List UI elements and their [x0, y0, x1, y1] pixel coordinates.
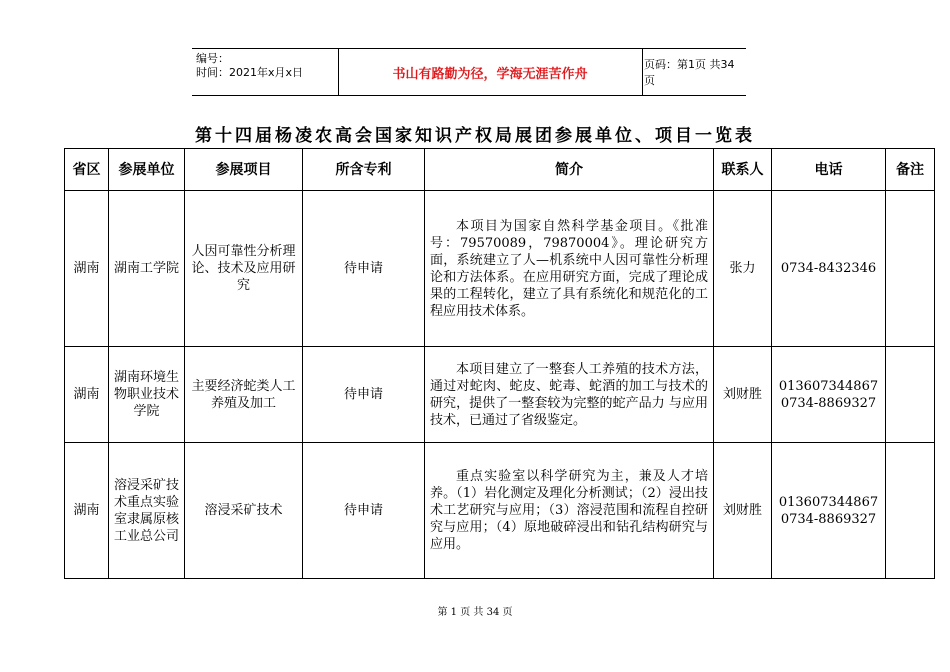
cell-contact: 刘财胜	[714, 443, 772, 579]
table-row	[65, 443, 935, 579]
document-header	[192, 48, 746, 96]
cell-patent: 待申请	[303, 347, 425, 443]
page-title: 第十四届杨凌农高会国家知识产权局展团参展单位、项目一览表	[195, 126, 755, 146]
cell-note	[886, 347, 935, 443]
page-footer: 第 1 页 共 34 页	[437, 607, 513, 618]
cell-phone: 0734-8432346	[772, 191, 886, 347]
table-row	[65, 191, 935, 347]
cell-unit: 湖南工学院	[109, 191, 185, 347]
cell-note	[886, 191, 935, 347]
header-meta	[196, 52, 303, 80]
cell-province: 湖南	[65, 191, 109, 347]
cell-phone: 013607344867 0734-8869327	[772, 443, 886, 579]
header-divider	[642, 49, 643, 95]
cell-contact: 张力	[714, 191, 772, 347]
cell-intro: 重点实验室以科学研究为主，兼及人才培养。（1）岩化测定及理化分析测试；（2）浸出技术工艺研究与应用；（3）溶浸范围和流程自控研究与应用；（4）原地破碎浸出和钻孔结构研究与应用。	[425, 443, 714, 579]
header-unit: 参展单位	[109, 149, 185, 191]
header-contact: 联系人	[714, 149, 772, 191]
time-label: 时间：2021年x月x日	[196, 66, 304, 79]
header-page-info: 页码：第1页 共34页	[644, 58, 735, 87]
cell-contact: 刘财胜	[714, 347, 772, 443]
cell-project: 人因可靠性分析理论、技术及应用研究	[185, 191, 303, 347]
header-province: 省区	[65, 149, 109, 191]
cell-intro: 本项目为国家自然科学基金项目。《批准号：79570089，79870004》。理论研究方面，系统建立了人—机系统中人因可靠性分析理论和方法体系。在应用研究方面，完成了理论成果的工程转化，建立了具有系统化和规范化的工程应用技术体系。	[425, 191, 714, 347]
cell-intro: 本项目建立了一整套人工养殖的技术方法，通过对蛇肉、蛇皮、蛇毒、蛇酒的加工与技术的研究，提供了一整套较为完整的蛇产品力 与应用技术，已通过了省级鉴定。	[425, 347, 714, 443]
header-phone: 电话	[772, 149, 886, 191]
table-header-row	[65, 149, 935, 191]
header-intro: 简介	[425, 149, 714, 191]
cell-province: 湖南	[65, 443, 109, 579]
cell-project: 溶浸采矿技术	[185, 443, 303, 579]
cell-phone: 013607344867 0734-8869327	[772, 347, 886, 443]
cell-unit: 湖南环境生物职业技术学院	[109, 347, 185, 443]
cell-patent: 待申请	[303, 443, 425, 579]
exhibitor-table	[64, 148, 935, 579]
table-row	[65, 347, 935, 443]
header-patent: 所含专利	[303, 149, 425, 191]
cell-note	[886, 443, 935, 579]
header-divider	[338, 49, 339, 95]
cell-patent: 待申请	[303, 191, 425, 347]
header-motto: 书山有路勤为径，学海无涯苦作舟	[392, 66, 588, 82]
cell-unit: 溶浸采矿技术重点实验室隶属原核工业总公司	[109, 443, 185, 579]
number-label: 编号：	[196, 52, 229, 65]
header-note: 备注	[886, 149, 935, 191]
header-project: 参展项目	[185, 149, 303, 191]
cell-project: 主要经济蛇类人工养殖及加工	[185, 347, 303, 443]
cell-province: 湖南	[65, 347, 109, 443]
